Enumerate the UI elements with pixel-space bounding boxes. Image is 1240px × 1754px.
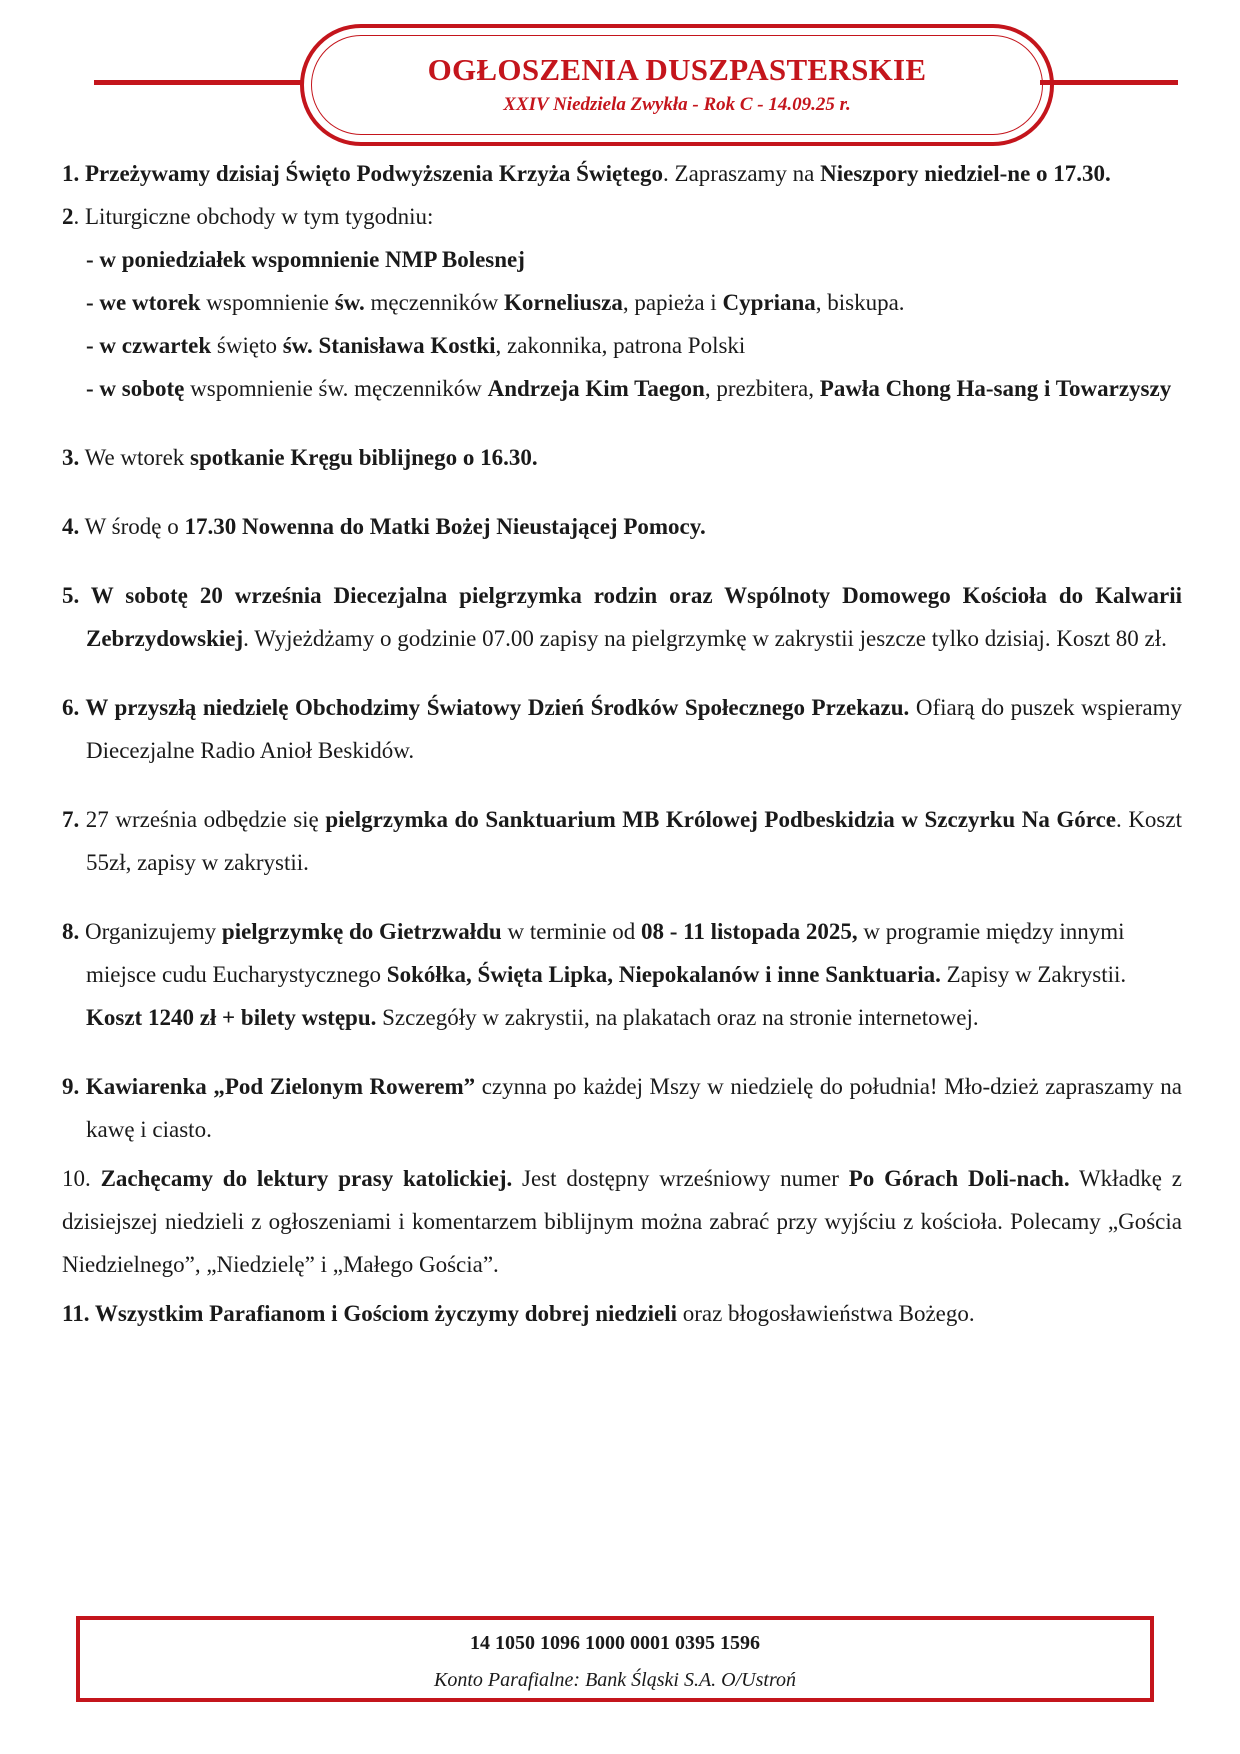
- bank-account-label: Konto Parafialne: Bank Śląski S.A. O/Ustroń: [433, 1669, 796, 1691]
- bold-text: pielgrzymka do Sanktuarium MB Królowej Podbeskidzia w Szczyrku Na Górce: [325, 807, 1117, 832]
- bold-text: W przyszłą niedzielę Obchodzimy Światowy Dzień Środków Społecznego Przekazu.: [79, 695, 910, 720]
- header-banner: [300, 24, 1054, 146]
- text: . Wyjeżdżamy o godzinie 07.00 zapisy na pielgrzymkę w zakrystii jeszcze tylko dzisiaj. Koszt 80 zł.: [243, 626, 1167, 651]
- item-number: 4.: [62, 514, 80, 539]
- bold-text: Koszt 1240 zł + bilety wstępu.: [86, 1005, 377, 1030]
- bold-text: Korneliusza: [503, 290, 623, 315]
- liturgy-saturday: [62, 367, 1182, 410]
- item-number: 1.: [62, 161, 80, 186]
- item-number: 10: [62, 1166, 85, 1191]
- bold-text: 17.30 Nowenna do Matki Bożej Nieustającej Pomocy.: [184, 514, 706, 539]
- announcement-10: [62, 1157, 1182, 1286]
- announcement-5: [62, 574, 1182, 660]
- header-rule-right: [1040, 80, 1178, 85]
- bold-text: Nieszpory niedziel-ne o 17.30.: [820, 161, 1111, 186]
- item-number: 5.: [62, 583, 80, 608]
- text: Ofiarą do puszek wspieramy Diecezjalne Radio Anioł Beskidów.: [86, 695, 1182, 763]
- text: W środę o: [79, 514, 185, 539]
- bold-text: W sobotę 20 września Diecezjalna pielgrzymka rodzin oraz Wspólnoty Domowego Kościoła do Kalwarii Zebrzydowskiej: [79, 583, 1182, 651]
- bold-text: Pawła Chong Ha-sang i Towarzyszy: [819, 376, 1172, 401]
- text: , zakonnika, patrona Polski: [495, 333, 746, 358]
- bold-text: Cypriana: [722, 290, 816, 315]
- text: We wtorek: [79, 445, 191, 470]
- bold-text: - w sobotę: [86, 376, 185, 401]
- bold-text: 08 - 11 listopada 2025,: [640, 919, 858, 944]
- bold-text: Sokółka, Święta Lipka, Niepokalanów i inne Sanktuaria.: [386, 962, 941, 987]
- announcement-11: [62, 1292, 1182, 1335]
- announcement-6: [62, 686, 1182, 772]
- text: Organizujemy: [79, 919, 222, 944]
- text: . Koszt 55zł, zapisy w zakrystii.: [86, 807, 1182, 875]
- announcement-1: [62, 152, 1182, 195]
- text: .: [85, 1166, 101, 1191]
- page-title: OGŁOSZENIA DUSZPASTERSKIE: [427, 52, 927, 87]
- announcement-8: [62, 910, 1182, 1039]
- bold-text: spotkanie Kręgu biblijnego o 16.30.: [190, 445, 538, 470]
- text: oraz błogosławieństwa Bożego.: [676, 1301, 975, 1326]
- bold-text: - w poniedziałek wspomnienie NMP Bolesnej: [86, 247, 525, 272]
- text: wspomnienie św. męczenników: [184, 376, 488, 401]
- text: Jest dostępny wrześniowy numer: [512, 1166, 849, 1191]
- announcements-list: [62, 152, 1182, 1335]
- announcement-4: [62, 505, 1182, 548]
- text: czynna po każdej Mszy w niedzielę do południa! Mło-dzież zapraszamy na kawę i ciasto.: [86, 1074, 1183, 1142]
- bold-text: - w czwartek: [86, 333, 212, 358]
- text: . Zapraszamy na: [663, 161, 821, 186]
- text: , prezbitera,: [704, 376, 820, 401]
- bank-account-number: 14 1050 1096 1000 0001 0395 1596: [470, 1632, 760, 1654]
- bold-text: Zachęcamy do lektury prasy katolickiej.: [100, 1166, 513, 1191]
- text: Wkładkę z dzisiejszej niedzieli z ogłoszeniami i komentarzem biblijnym można zabrać przy wyjściu z kościoła. Polecamy „Gościa Niedzielnego”, „Niedzielę” i „Małego Gościa”.: [62, 1166, 1182, 1277]
- item-number: 9.: [62, 1074, 80, 1099]
- text: Szczegóły w zakrystii, na plakatach oraz na stronie internetowej.: [376, 1005, 979, 1030]
- text: święto: [211, 333, 283, 358]
- text: męczenników: [364, 290, 504, 315]
- text: 27 września odbędzie się: [79, 807, 326, 832]
- text: . Liturgiczne obchody w tym tygodniu:: [73, 204, 434, 229]
- header-rule-left: [94, 80, 304, 85]
- announcement-7: [62, 798, 1182, 884]
- item-number: 11.: [62, 1301, 90, 1326]
- bold-text: - we wtorek: [86, 290, 201, 315]
- text: , papieża i: [622, 290, 723, 315]
- text: Zapisy w Zakrystii.: [940, 962, 1127, 987]
- bold-text: św. Stanisława Kostki: [282, 333, 496, 358]
- text: w terminie od: [501, 919, 641, 944]
- announcement-2: [62, 195, 1182, 238]
- bold-text: Przeżywamy dzisiaj Święto Podwyższenia Krzyża Świętego: [85, 161, 664, 186]
- text: w programie między innymi miejsce cudu Eucharystycznego: [86, 919, 1125, 987]
- text: wspomnienie: [200, 290, 335, 315]
- bold-text: pielgrzymkę do Gietrzwałdu: [221, 919, 502, 944]
- bold-text: św.: [334, 290, 365, 315]
- item-number: 8.: [62, 919, 80, 944]
- liturgy-monday: [62, 238, 1182, 281]
- item-number: 3.: [62, 445, 80, 470]
- bold-text: Kawiarenka „Pod Zielonym Rowerem”: [79, 1074, 476, 1099]
- bank-account-box: [76, 1616, 1154, 1702]
- page-subtitle: XXIV Niedziela Zwykła - Rok C - 14.09.25 r.: [503, 94, 851, 115]
- item-number: 6.: [62, 695, 80, 720]
- item-number: 2: [62, 204, 74, 229]
- bold-text: Po Górach Doli-nach.: [848, 1166, 1070, 1191]
- text: , biskupa.: [815, 290, 905, 315]
- liturgy-thursday: [62, 324, 1182, 367]
- liturgy-tuesday: [62, 281, 1182, 324]
- bold-text: Wszystkim Parafianom i Gościom życzymy dobrej niedzieli: [89, 1301, 677, 1326]
- announcement-3: [62, 436, 1182, 479]
- announcement-9: [62, 1065, 1182, 1151]
- item-number: 7.: [62, 807, 80, 832]
- bold-text: Andrzeja Kim Taegon: [487, 376, 705, 401]
